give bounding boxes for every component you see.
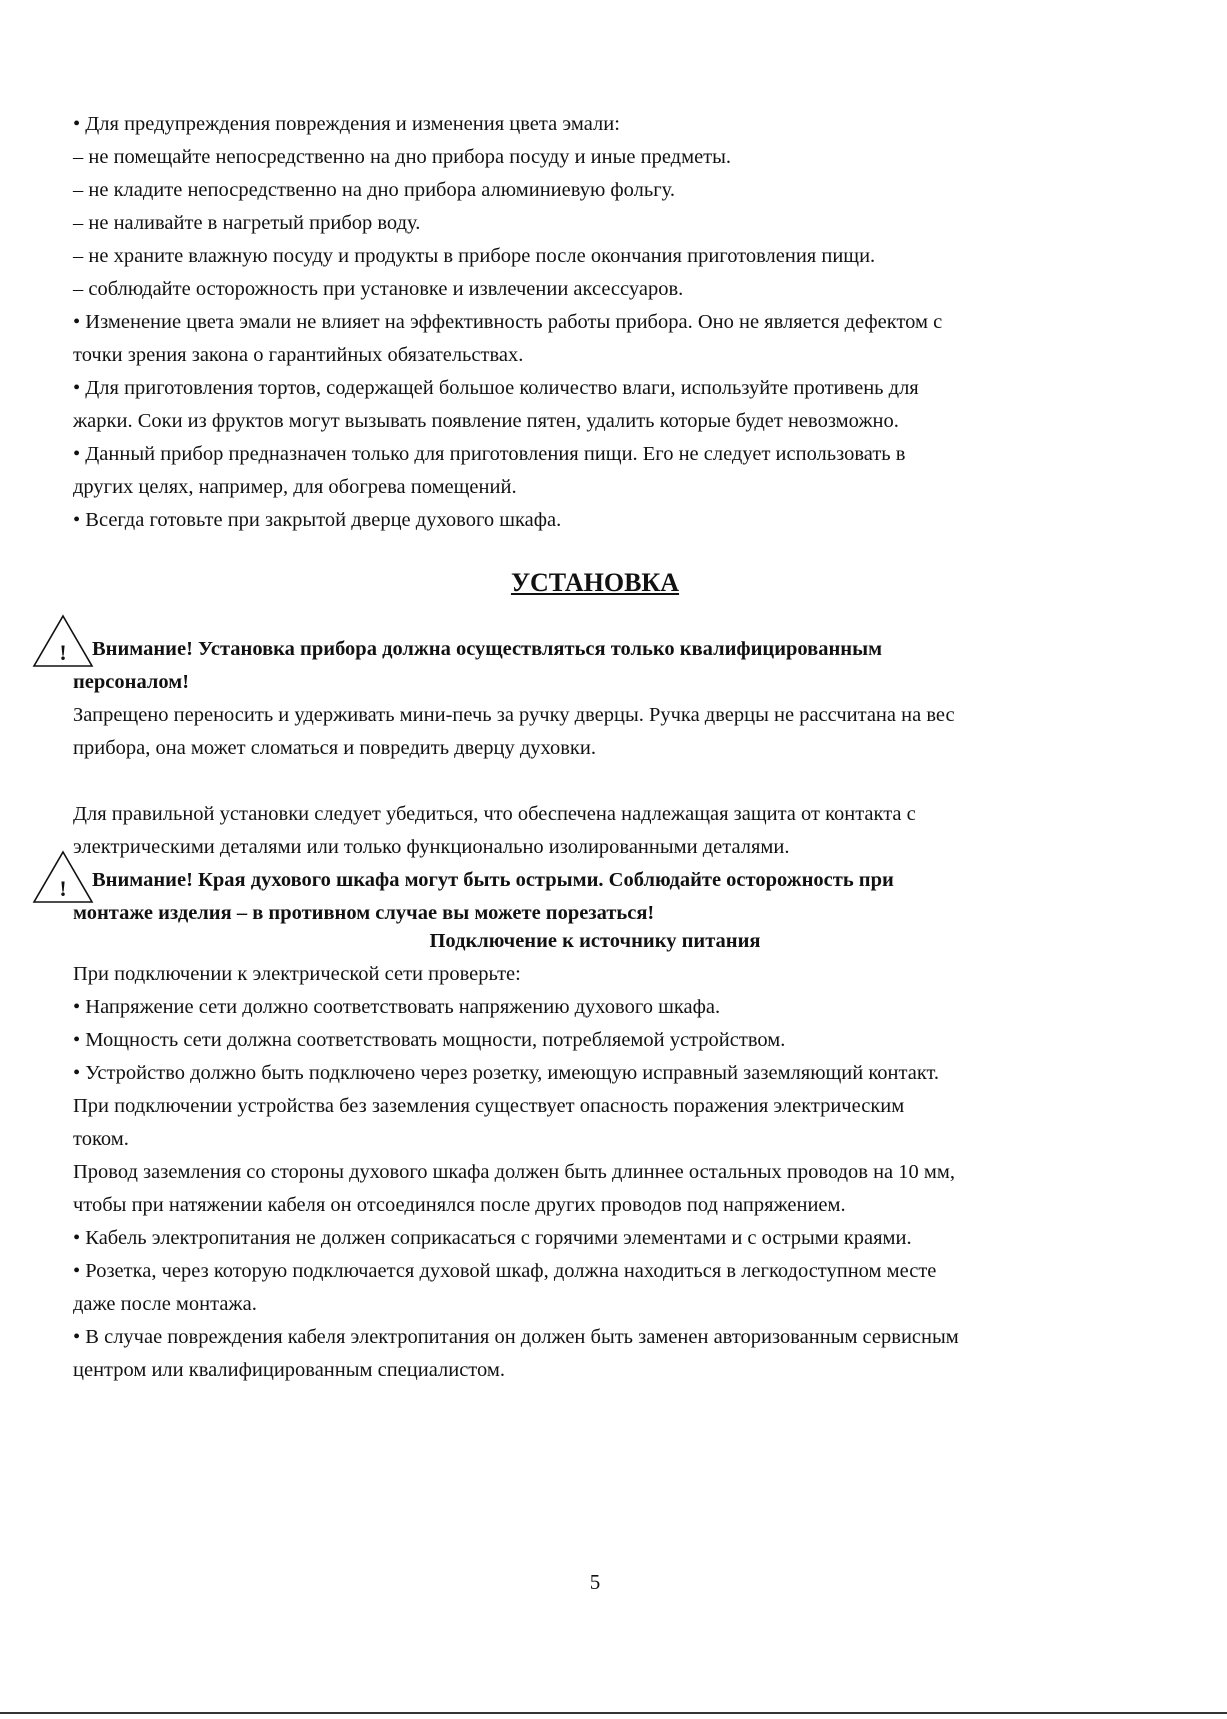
top-list-line: точки зрения закона о гарантийных обязательствах. (73, 344, 524, 366)
top-list-line: – соблюдайте осторожность при установке и извлечении аксессуаров. (73, 278, 684, 300)
top-list-line: • Для предупреждения повреждения и изменения цвета эмали: (73, 113, 620, 135)
top-list-line: других целях, например, для обогрева помещений. (73, 476, 517, 498)
top-list-line: • Изменение цвета эмали не влияет на эффективность работы прибора. Оно не является дефектом с (73, 311, 943, 333)
power-line: центром или квалифицированным специалистом. (73, 1359, 505, 1381)
power-line: При подключении к электрической сети проверьте: (73, 963, 521, 985)
top-list-line: – не помещайте непосредственно на дно прибора посуду и иные предметы. (73, 146, 732, 168)
warning-1-line-2: персоналом! (73, 671, 190, 693)
door-note-line: прибора, она может сломаться и повредить дверцу духовки. (73, 737, 596, 759)
power-line: • Мощность сети должна соответствовать мощности, потребляемой устройством. (73, 1029, 786, 1051)
power-line: • Устройство должно быть подключено через розетку, имеющую исправный заземляющий контакт. (73, 1062, 940, 1084)
protection-note-line: Для правильной установки следует убедиться, что обеспечена надлежащая защита от контакта с (73, 803, 916, 825)
section-title: УСТАНОВКА (510, 568, 680, 597)
power-line: током. (73, 1128, 129, 1150)
power-line: Провод заземления со стороны духового шкафа должен быть длиннее остальных проводов на 10 мм, (73, 1161, 955, 1183)
door-note-line: Запрещено переносить и удерживать мини-печь за ручку дверцы. Ручка дверцы не рассчитана на вес (73, 704, 955, 726)
power-line: даже после монтажа. (73, 1293, 257, 1315)
protection-note-line: электрическими деталями или только функционально изолированными деталями. (73, 836, 790, 858)
warning-triangle-icon (32, 614, 94, 668)
top-list-line: • Данный прибор предназначен только для приготовления пищи. Его не следует использовать в (73, 443, 906, 465)
power-line: • В случае повреждения кабеля электропитания он должен быть заменен авторизованным сервисным (73, 1326, 959, 1348)
top-list-line: жарки. Соки из фруктов могут вызывать появление пятен, удалить которые будет невозможно. (73, 410, 899, 432)
warning-1-line-1: Внимание! Установка прибора должна осуществляться только квалифицированным (92, 638, 883, 660)
warning-2-line-1: Внимание! Края духового шкафа могут быть острыми. Соблюдайте осторожность при (92, 869, 894, 891)
page-number: 5 (589, 1570, 601, 1594)
svg-text:!: ! (59, 640, 67, 665)
top-list-line: – не кладите непосредственно на дно прибора алюминиевую фольгу. (73, 179, 675, 201)
power-line: • Кабель электропитания не должен соприкасаться с горячими элементами и с острыми краями. (73, 1227, 912, 1249)
power-section-title: Подключение к источнику питания (429, 930, 761, 952)
power-line: • Розетка, через которую подключается духовой шкаф, должна находиться в легкодоступном месте (73, 1260, 937, 1282)
svg-text:!: ! (59, 876, 67, 901)
top-list-line: – не храните влажную посуду и продукты в приборе после окончания приготовления пищи. (73, 245, 876, 267)
power-line: • Напряжение сети должно соответствовать напряжению духового шкафа. (73, 996, 721, 1018)
power-line: чтобы при натяжении кабеля он отсоединялся после других проводов под напряжением. (73, 1194, 846, 1216)
top-list-line: – не наливайте в нагретый прибор воду. (73, 212, 421, 234)
warning-triangle-icon (32, 850, 94, 904)
power-line: При подключении устройства без заземления существует опасность поражения электрическим (73, 1095, 905, 1117)
top-list-line: • Для приготовления тортов, содержащей большое количество влаги, используйте противень для (73, 377, 919, 399)
warning-2-line-2: монтаже изделия – в противном случае вы можете порезаться! (73, 902, 655, 924)
bottom-divider (0, 1712, 1227, 1714)
top-list-line: • Всегда готовьте при закрытой дверце духового шкафа. (73, 509, 562, 531)
